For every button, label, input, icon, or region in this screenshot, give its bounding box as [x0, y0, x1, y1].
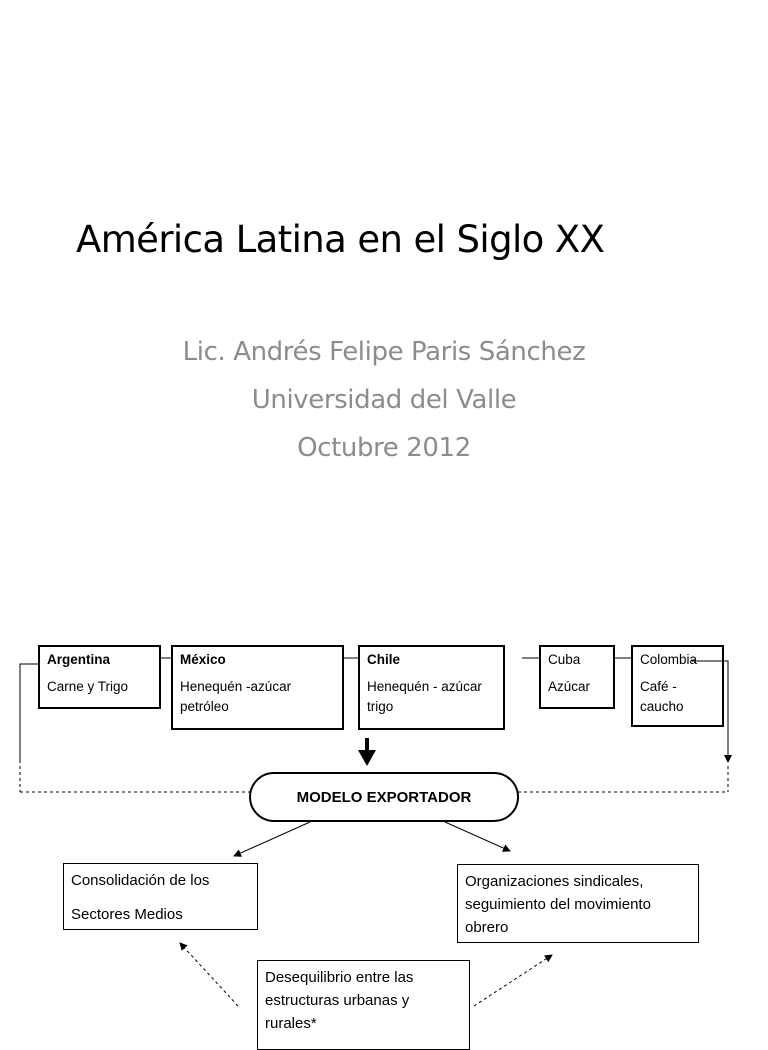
author-line: Lic. Andrés Felipe Paris Sánchez: [182, 337, 586, 367]
modelo-exportador-label: MODELO EXPORTADOR: [296, 788, 472, 806]
effect-text: Desequilibrio entre las estructuras urbanas y rurales*: [265, 969, 414, 1032]
country-box-mexico: [171, 645, 344, 730]
country-product: Henequén -azúcar petróleo: [180, 679, 292, 714]
arrow-to-organizaciones: [445, 822, 510, 851]
country-name: México: [180, 652, 226, 667]
connector-left-bracket: [20, 664, 38, 760]
country-name: Argentina: [47, 652, 111, 667]
slide-title: América Latina en el Siglo XX: [76, 218, 605, 261]
country-product: Henequén - azúcar trigo: [367, 679, 482, 714]
institution-line: Universidad del Valle: [251, 385, 517, 415]
country-box-colombia: [631, 645, 724, 727]
country-product: Azúcar: [548, 679, 591, 694]
effect-box-sectores-medios: [63, 863, 258, 930]
country-product: Café - caucho: [640, 679, 684, 714]
arrow-to-sectores: [234, 822, 310, 856]
country-name: Chile: [367, 652, 401, 667]
effect-text: Consolidación de los Sectores Medios: [71, 872, 210, 923]
down-arrow-head: [358, 750, 376, 766]
effect-text: Organizaciones sindicales, seguimiento del movimiento obrero: [465, 873, 651, 936]
dashed-arrow-to-organizaciones: [474, 955, 552, 1006]
dashed-arrow-to-sectores: [180, 943, 238, 1006]
effect-box-desequilibrio: [257, 960, 470, 1050]
country-box-chile: [358, 645, 505, 730]
country-name: Cuba: [548, 652, 581, 667]
country-box-cuba: [539, 645, 615, 709]
date-line: Octubre 2012: [297, 433, 471, 463]
country-product: Carne y Trigo: [47, 679, 129, 694]
country-box-argentina: [38, 645, 161, 709]
country-name: Colombia: [640, 652, 698, 667]
effect-box-organizaciones: [457, 864, 699, 943]
